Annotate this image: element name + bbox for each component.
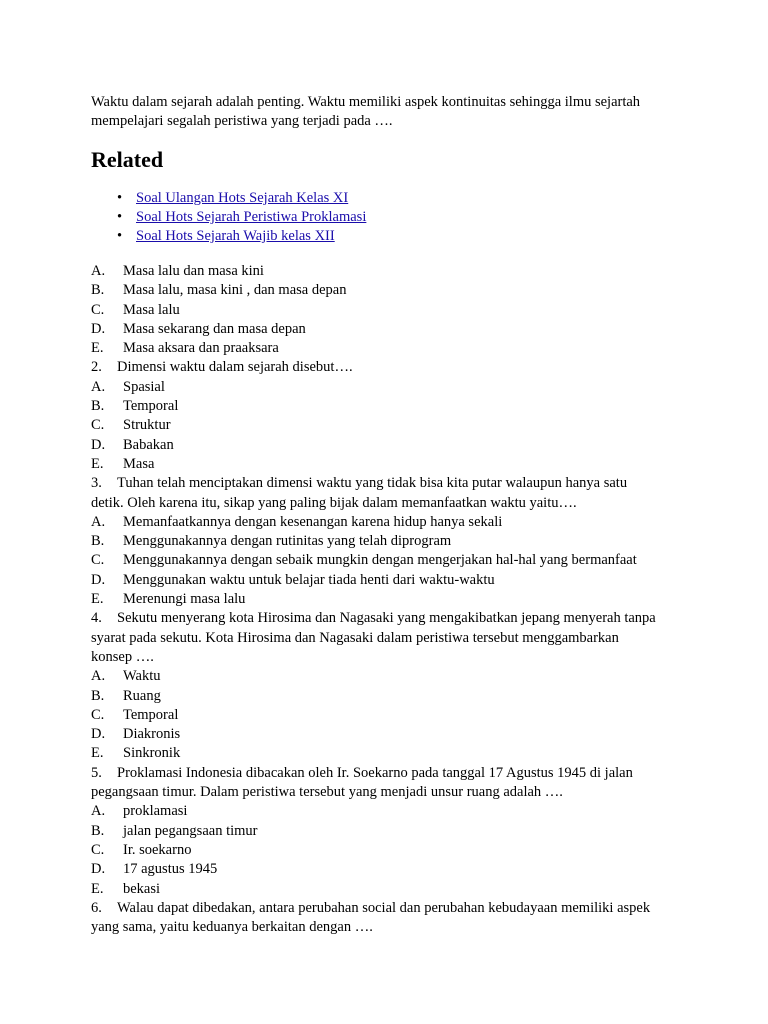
option-label: A.	[91, 803, 106, 820]
option-text: Spasial	[123, 378, 165, 395]
option-row	[91, 860, 681, 879]
option-label: C.	[91, 552, 105, 569]
option-label: E.	[91, 745, 104, 762]
related-item	[118, 189, 366, 208]
option-label: E.	[91, 455, 104, 472]
intro-line: mempelajari segalah peristiwa yang terjadi pada ….	[91, 113, 393, 129]
option-text: Waktu	[123, 668, 161, 685]
option-label: B.	[91, 533, 105, 550]
option-label: A.	[91, 668, 106, 685]
option-row	[91, 880, 681, 899]
option-row	[91, 687, 681, 706]
related-item	[118, 227, 366, 246]
questions-section	[91, 262, 681, 937]
option-label: D.	[91, 726, 106, 743]
question-line	[91, 474, 681, 493]
question-text: Sekutu menyerang kota Hirosima dan Nagasaki yang mengakibatkan jepang menyerah tanpa	[117, 610, 656, 627]
option-row	[91, 378, 681, 397]
option-label: E.	[91, 340, 104, 357]
option-text: Temporal	[123, 706, 179, 723]
option-row	[91, 339, 681, 358]
option-text: Babakan	[123, 436, 174, 453]
option-label: C.	[91, 706, 105, 723]
question-line-continued: yang sama, yaitu keduanya berkaitan dengan ….	[91, 919, 373, 936]
option-text: proklamasi	[123, 803, 188, 820]
bullet-icon: •	[117, 209, 123, 225]
question-text: Walau dapat dibedakan, antara perubahan social dan perubahan kebudayaan memiliki aspek	[117, 899, 651, 916]
option-label: D.	[91, 320, 106, 337]
related-link-1[interactable]: Soal Ulangan Hots Sejarah Kelas XI	[136, 190, 349, 206]
option-text: Struktur	[123, 417, 171, 434]
option-row	[91, 571, 681, 590]
option-row	[91, 513, 681, 532]
option-row	[91, 455, 681, 474]
option-label: E.	[91, 591, 104, 608]
option-text: Masa lalu dan masa kini	[123, 263, 264, 279]
option-text: jalan pegangsaan timur	[123, 822, 258, 839]
option-text: Memanfaatkannya dengan kesenangan karena hidup hanya sekali	[123, 513, 503, 530]
option-text: Merenungi masa lalu	[123, 591, 246, 608]
option-row	[91, 551, 681, 570]
question-line-continued: detik. Oleh karena itu, sikap yang paling bijak dalam memanfaatkan waktu yaitu….	[91, 494, 577, 511]
question-number: 3.	[91, 475, 102, 492]
option-label: C.	[91, 301, 105, 318]
question-number: 6.	[91, 899, 102, 916]
option-text: 17 agustus 1945	[123, 861, 218, 878]
question-line-continued: konsep ….	[91, 648, 154, 665]
option-text: Sinkronik	[123, 745, 181, 762]
option-label: B.	[91, 822, 105, 839]
option-row	[91, 822, 681, 841]
option-label: D.	[91, 571, 106, 588]
option-text: bekasi	[123, 880, 161, 897]
option-text: Menggunakan waktu untuk belajar tiada henti dari waktu-waktu	[123, 571, 495, 588]
option-label: A.	[91, 513, 106, 530]
intro-paragraph	[91, 93, 691, 131]
question-text: Tuhan telah menciptakan dimensi waktu yang tidak bisa kita putar walaupun hanya satu	[117, 475, 628, 492]
option-text: Masa	[123, 455, 155, 472]
question-number: 2.	[91, 359, 102, 376]
option-row	[91, 281, 681, 300]
option-label: C.	[91, 417, 105, 434]
related-heading: Related	[91, 147, 164, 172]
bullet-icon: •	[117, 190, 123, 206]
option-row	[91, 706, 681, 725]
option-text: Temporal	[123, 398, 179, 415]
option-text: Menggunakannya dengan sebaik mungkin dengan mengerjakan hal-hal yang bermanfaat	[123, 552, 637, 569]
bullet-icon: •	[117, 228, 123, 244]
option-label: B.	[91, 687, 105, 704]
related-link-3[interactable]: Soal Hots Sejarah Wajib kelas XII	[136, 228, 335, 244]
option-text: Ruang	[123, 687, 161, 704]
question-number: 5.	[91, 764, 102, 781]
related-link-2[interactable]: Soal Hots Sejarah Peristiwa Proklamasi	[136, 209, 367, 225]
option-text: Ir. soekarno	[123, 841, 192, 858]
option-label: D.	[91, 436, 106, 453]
question-line-continued: pegangsaan timur. Dalam peristiwa tersebut yang menjadi unsur ruang adalah ….	[91, 784, 563, 801]
question-line	[91, 764, 681, 783]
option-row	[91, 262, 681, 281]
option-row	[91, 841, 681, 860]
option-label: E.	[91, 880, 104, 897]
option-label: A.	[91, 263, 106, 279]
option-row	[91, 590, 681, 609]
question-line-continued: syarat pada sekutu. Kota Hirosima dan Nagasaki dalam peristiwa tersebut menggambarkan	[91, 629, 619, 646]
option-row	[91, 397, 681, 416]
option-text: Masa aksara dan praaksara	[123, 340, 279, 357]
question-text: Proklamasi Indonesia dibacakan oleh Ir. Soekarno pada tanggal 17 Agustus 1945 di jalan	[117, 764, 633, 781]
option-row	[91, 320, 681, 339]
option-row	[91, 532, 681, 551]
question-number: 4.	[91, 610, 102, 627]
related-item	[118, 208, 366, 227]
option-text: Masa sekarang dan masa depan	[123, 320, 306, 337]
question-line	[91, 609, 681, 628]
option-label: D.	[91, 861, 106, 878]
option-label: A.	[91, 378, 106, 395]
intro-line: Waktu dalam sejarah adalah penting. Waktu memiliki aspek kontinuitas sehingga ilmu sejartah	[91, 94, 641, 110]
option-label: B.	[91, 398, 105, 415]
option-row	[91, 301, 681, 320]
question-line	[91, 358, 681, 377]
option-row	[91, 416, 681, 435]
related-links-list	[118, 189, 366, 246]
option-row	[91, 725, 681, 744]
option-row	[91, 802, 681, 821]
option-label: C.	[91, 841, 105, 858]
option-row	[91, 436, 681, 455]
option-text: Menggunakannya dengan rutinitas yang telah diprogram	[123, 533, 452, 550]
option-row	[91, 667, 681, 686]
question-line	[91, 899, 681, 918]
option-text: Masa lalu	[123, 301, 180, 318]
option-text: Diakronis	[123, 726, 181, 743]
question-text: Dimensi waktu dalam sejarah disebut….	[117, 359, 353, 376]
option-row	[91, 744, 681, 763]
option-text: Masa lalu, masa kini , dan masa depan	[123, 282, 347, 299]
option-label: B.	[91, 282, 105, 299]
